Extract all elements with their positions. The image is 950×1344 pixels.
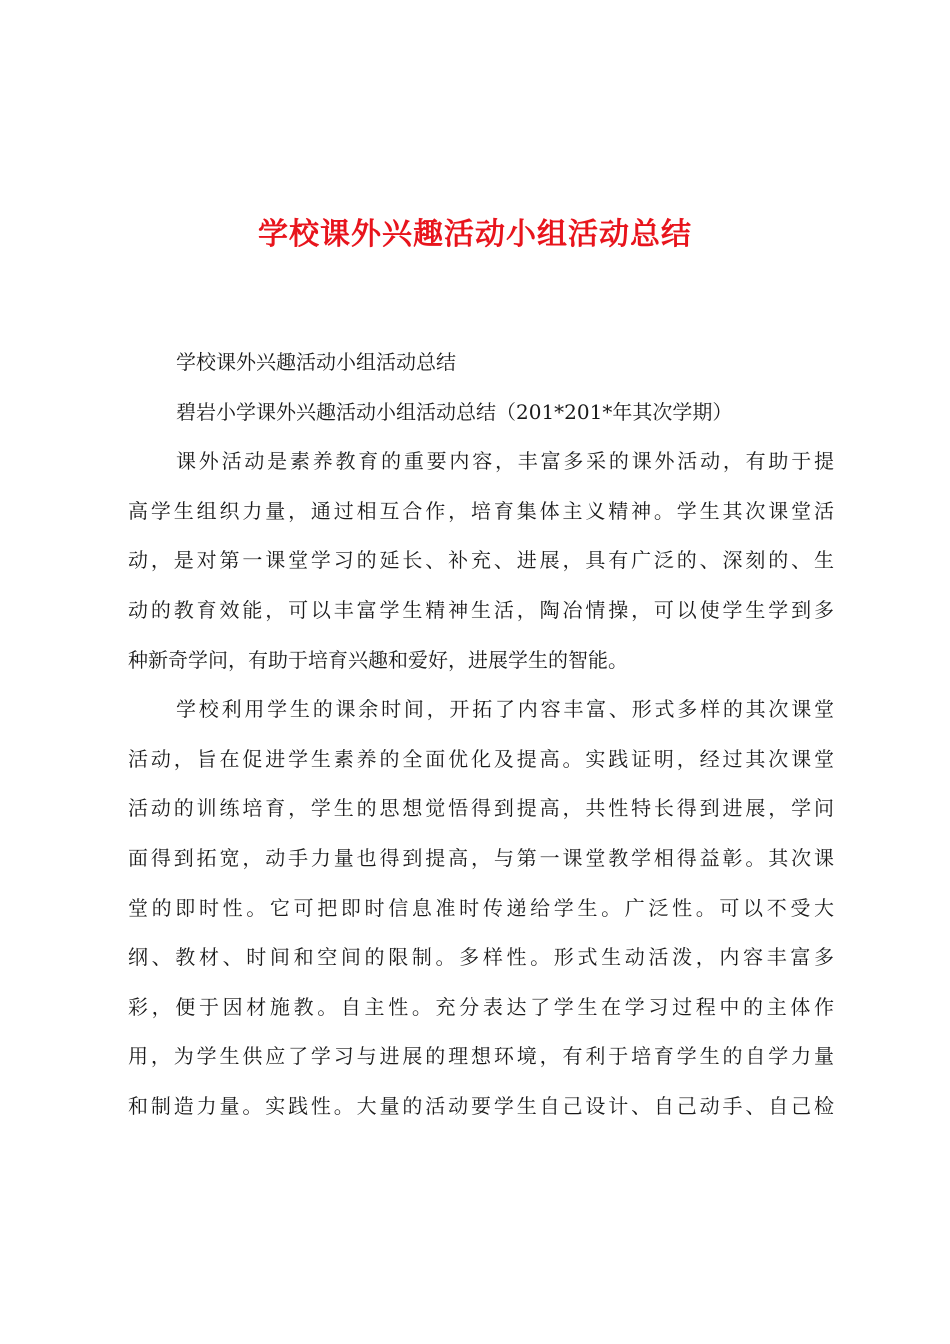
paragraph-line: 彩，便于因材施教。自主性。充分表达了学生在学习过程中的主体作 [128, 994, 834, 1019]
paragraph-line: 纲、教材、时间和空间的限制。多样性。形式生动活泼，内容丰富多 [128, 945, 834, 970]
paragraph-line: 堂的即时性。它可把即时信息准时传递给学生。广泛性。可以不受大 [128, 895, 834, 920]
paragraph-line: 动的教育效能，可以丰富学生精神生活，陶冶情操，可以使学生学到多 [128, 597, 834, 622]
paragraph-line: 高学生组织力量，通过相互合作，培育集体主义精神。学生其次课堂活 [128, 498, 834, 523]
paragraph-line: 种新奇学问，有助于培育兴趣和爱好，进展学生的智能。 [128, 647, 628, 672]
paragraph-1 [128, 437, 834, 685]
paragraph-line: 面得到拓宽，动手力量也得到提高，与第一课堂教学相得益彰。其次课 [128, 845, 834, 870]
document-body [128, 338, 834, 1132]
paragraph-line: 活动，旨在促进学生素养的全面优化及提高。实践证明，经过其次课堂 [128, 746, 834, 771]
subtitle-line: 学校课外兴趣活动小组活动总结 [176, 350, 456, 374]
paragraph-line: 和制造力量。实践性。大量的活动要学生自己设计、自己动手、自己检 [128, 1093, 834, 1118]
paragraph-2 [128, 685, 834, 1131]
document-title: 学校课外兴趣活动小组活动总结 [258, 217, 692, 252]
school-line: 碧岩小学课外兴趣活动小组活动总结（201*201*年其次学期） [176, 399, 733, 424]
paragraph-line: 用，为学生供应了学习与进展的理想环境，有利于培育学生的自学力量 [128, 1044, 834, 1069]
paragraph-line: 学校利用学生的课余时间，开拓了内容丰富、形式多样的其次课堂 [176, 697, 834, 722]
paragraph-line: 动，是对第一课堂学习的延长、补充、进展，具有广泛的、深刻的、生 [128, 548, 834, 573]
paragraph-line: 课外活动是素养教育的重要内容，丰富多采的课外活动，有助于提 [176, 449, 834, 474]
paragraph-line: 活动的训练培育，学生的思想觉悟得到提高，共性特长得到进展，学问 [128, 796, 834, 821]
